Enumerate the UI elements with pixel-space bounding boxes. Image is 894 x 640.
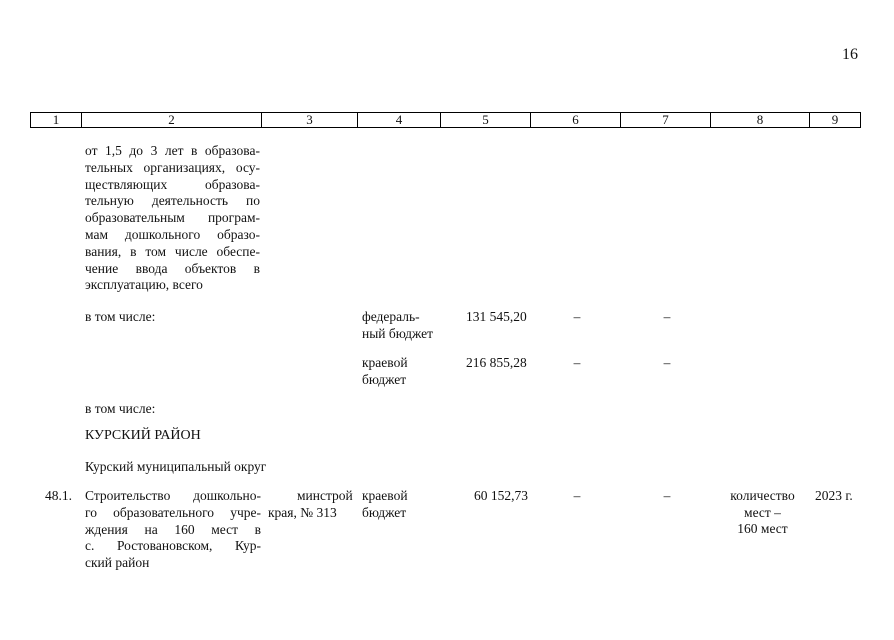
item-amount: 60 152,73 [474, 488, 528, 503]
budget-dash-col7: – [663, 355, 671, 370]
description-line: эксплуатацию, всего [85, 277, 203, 293]
column-header-9: 9 [809, 112, 861, 128]
budget-amount-regional: 216 855,28 [466, 355, 527, 370]
budget-amount-federal: 131 545,20 [466, 309, 527, 324]
program-description [85, 143, 260, 294]
description-line: вания, в том числе обеспе- [85, 243, 260, 259]
description-line: ществляющих образова- [85, 176, 260, 192]
description-line: тельных организациях, осу- [85, 159, 260, 175]
column-header-5: 5 [440, 112, 531, 128]
description-line: мам дошкольного образо- [85, 226, 260, 242]
description-line: от 1,5 до 3 лет в образова- [85, 143, 260, 158]
column-header-8: 8 [710, 112, 810, 128]
municipal-title: Курский муниципальный округ [85, 459, 267, 474]
description-line: чение ввода объектов в [85, 260, 260, 276]
item-result: количество мест – 160 мест [730, 488, 795, 536]
budget-source-federal: федераль- ный бюджет [362, 309, 434, 341]
item-dash-col7: – [663, 488, 671, 503]
in-that-number-label: в том числе: [85, 309, 156, 324]
item-name: Строительство дошкольно- го образовательного учре- ждения на 160 мест в с. Ростовановском, Кур- ский район [85, 488, 261, 571]
column-header-4: 4 [357, 112, 441, 128]
in-that-number-label-2: в том числе: [85, 401, 156, 416]
column-header-6: 6 [530, 112, 621, 128]
description-line: образовательным програм- [85, 210, 260, 226]
budget-source-regional: краевой бюджет [362, 355, 408, 387]
budget-dash-col7: – [663, 309, 671, 324]
column-header-7: 7 [620, 112, 711, 128]
description-line: тельную деятельность по [85, 193, 260, 209]
item-executor: минстрой края, № 313 [268, 488, 353, 520]
item-dash-col6: – [573, 488, 581, 503]
column-header-1: 1 [30, 112, 82, 128]
budget-dash-col6: – [573, 355, 581, 370]
item-number: 48.1. [45, 488, 72, 503]
column-header-3: 3 [261, 112, 358, 128]
page-number: 16 [842, 46, 858, 63]
item-budget-source: краевой бюджет [362, 488, 408, 520]
district-title: КУРСКИЙ РАЙОН [85, 428, 201, 443]
item-year: 2023 г. [815, 488, 853, 503]
budget-dash-col6: – [573, 309, 581, 324]
column-header-2: 2 [81, 112, 262, 128]
